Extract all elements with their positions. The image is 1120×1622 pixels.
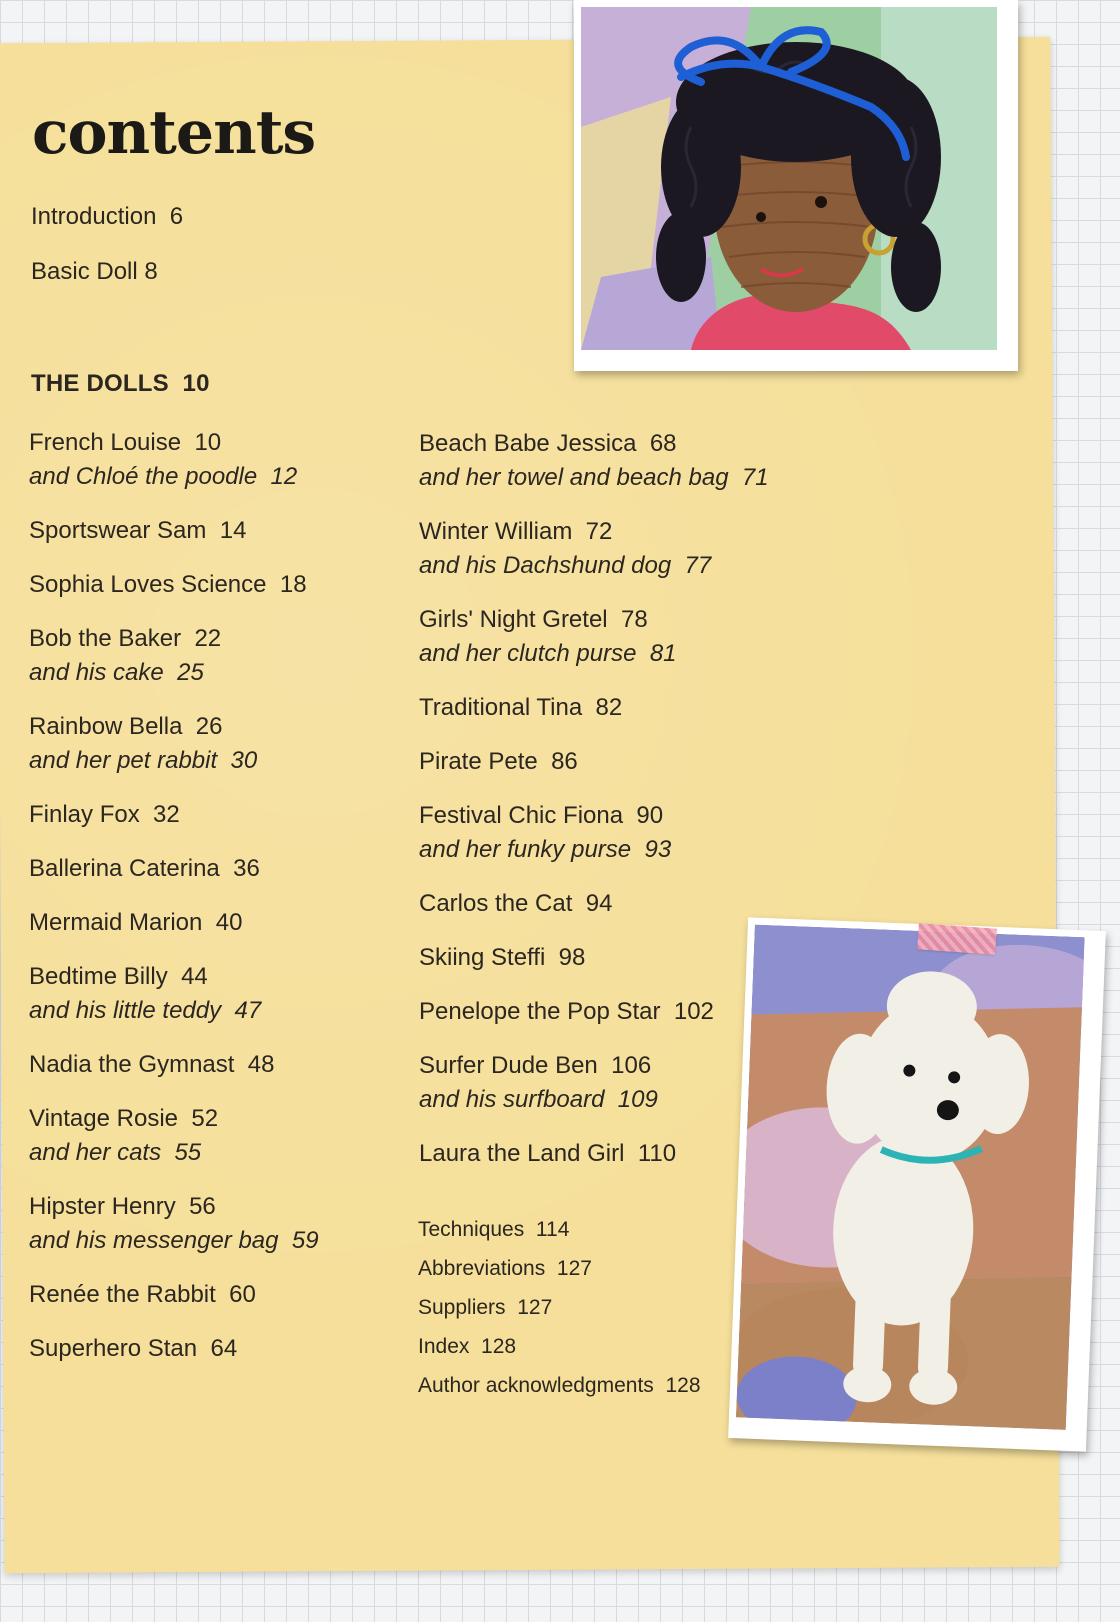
toc-entry[interactable] <box>29 852 409 886</box>
back-matter-entry[interactable] <box>418 1366 701 1405</box>
toc-entry[interactable] <box>29 798 409 832</box>
entry-title-line <box>29 568 409 602</box>
page-number: 40 <box>215 909 243 936</box>
entry-title-line <box>29 426 409 460</box>
page-number: 86 <box>551 748 578 775</box>
page-number: 22 <box>194 625 222 652</box>
page-number: 78 <box>620 606 648 633</box>
page-number: 98 <box>558 944 586 971</box>
entry-title: Penelope the Pop Star <box>419 998 661 1025</box>
entry-title: Hipster Henry <box>29 1193 176 1220</box>
page-number: 10 <box>182 370 210 397</box>
knitted-doll-image <box>581 7 997 350</box>
entry-subtitle: and Chloé the poodle <box>29 463 258 490</box>
entry-subtitle: and his messenger bag <box>29 1227 279 1254</box>
toc-entry[interactable] <box>419 1049 779 1117</box>
toc-entry[interactable] <box>419 427 779 495</box>
toc-left-column <box>29 426 409 1366</box>
entry-title: Author acknowledgments <box>418 1374 654 1397</box>
page-number: 32 <box>153 801 180 828</box>
toc-entry[interactable] <box>419 691 779 725</box>
entry-title-line <box>29 1278 409 1312</box>
back-matter-entry[interactable] <box>418 1288 701 1327</box>
entry-title: Traditional Tina <box>419 694 583 721</box>
entry-subtitle-line <box>419 637 779 671</box>
toc-entry[interactable] <box>419 995 779 1029</box>
entry-title: Surfer Dude Ben <box>419 1052 598 1079</box>
entry-title: Laura the Land Girl <box>419 1140 625 1167</box>
toc-entry-introduction[interactable] <box>31 203 183 231</box>
doll-photo <box>574 0 1018 371</box>
page-number: 26 <box>195 713 223 740</box>
entry-title: Introduction <box>31 203 157 230</box>
entry-title: Festival Chic Fiona <box>419 802 624 829</box>
entry-title-line <box>29 710 409 744</box>
entry-title: Nadia the Gymnast <box>29 1051 235 1078</box>
page-number: 18 <box>279 571 307 598</box>
entry-title: Rainbow Bella <box>29 713 183 740</box>
page-number: 60 <box>229 1281 256 1308</box>
page-title: contents <box>32 98 316 168</box>
entry-title-line <box>29 622 409 656</box>
page-number: 94 <box>585 890 613 917</box>
entry-title-line <box>29 1332 409 1366</box>
entry-subtitle-line <box>29 1224 409 1258</box>
entry-title: Suppliers <box>418 1296 506 1319</box>
page-number: 93 <box>644 836 672 863</box>
entry-subtitle: and her funky purse <box>419 836 632 863</box>
page-number: 102 <box>673 998 714 1025</box>
page-number: 81 <box>649 640 677 667</box>
page-number: 10 <box>194 429 222 456</box>
entry-title: French Louise <box>29 429 182 456</box>
toc-entry[interactable] <box>419 941 779 975</box>
entry-subtitle-line <box>419 1083 779 1117</box>
entry-title-line <box>29 514 409 548</box>
entry-title-line <box>29 906 409 940</box>
page-number: 68 <box>649 430 677 457</box>
entry-subtitle: and his cake <box>29 659 164 686</box>
toc-entry[interactable] <box>29 1102 409 1170</box>
toc-entry[interactable] <box>29 1048 409 1082</box>
entry-title: Renée the Rabbit <box>29 1281 216 1308</box>
entry-title-line <box>419 1049 779 1083</box>
page-number: 127 <box>517 1296 553 1319</box>
page-number: 8 <box>144 258 158 285</box>
page-number: 127 <box>556 1257 592 1280</box>
entry-title-line <box>29 960 409 994</box>
entry-subtitle-line <box>29 656 409 690</box>
entry-title-line <box>29 798 409 832</box>
entry-subtitle: and her cats <box>29 1139 162 1166</box>
page-number: 30 <box>230 747 258 774</box>
entry-title-line <box>419 941 779 975</box>
entry-subtitle-line <box>29 744 409 778</box>
entry-title-line <box>29 1102 409 1136</box>
page-number: 48 <box>247 1051 275 1078</box>
entry-title: Winter William <box>419 518 573 545</box>
toc-entry[interactable] <box>29 1332 409 1366</box>
page-number: 6 <box>169 203 184 230</box>
entry-title-line <box>419 691 779 725</box>
toc-entry[interactable] <box>419 887 779 921</box>
toc-back-matter <box>418 1210 701 1405</box>
entry-subtitle-line <box>419 549 779 583</box>
toc-entry[interactable] <box>419 515 779 583</box>
poodle-photo <box>728 917 1106 1451</box>
entry-subtitle: and her pet rabbit <box>29 747 218 774</box>
entry-title: Skiing Steffi <box>419 944 546 971</box>
toc-entry[interactable] <box>29 1190 409 1258</box>
entry-title: Techniques <box>418 1218 525 1241</box>
entry-title: Girls' Night Gretel <box>419 606 608 633</box>
tape-strip <box>917 923 997 954</box>
entry-title: Carlos the Cat <box>419 890 573 917</box>
entry-title: Sportswear Sam <box>29 517 207 544</box>
toc-entry[interactable] <box>29 622 409 690</box>
toc-right-column <box>419 427 779 1171</box>
entry-title-line <box>419 603 779 637</box>
toc-entry[interactable] <box>29 960 409 1028</box>
back-matter-entry[interactable] <box>418 1210 701 1249</box>
page-number: 82 <box>595 694 623 721</box>
entry-subtitle: and his Dachshund dog <box>419 552 672 579</box>
section-label: THE DOLLS <box>31 370 169 397</box>
toc-entry-basic-doll[interactable] <box>31 258 158 286</box>
page-number: 56 <box>189 1193 216 1220</box>
entry-title: Abbreviations <box>418 1257 546 1280</box>
back-matter-entry[interactable] <box>418 1327 701 1366</box>
back-matter-entry[interactable] <box>418 1249 701 1288</box>
entry-title-line <box>419 887 779 921</box>
entry-subtitle: and her towel and beach bag <box>419 464 729 491</box>
entry-subtitle-line <box>29 1136 409 1170</box>
page-number: 90 <box>636 802 664 829</box>
entry-subtitle-line <box>419 461 779 495</box>
entry-subtitle: and his surfboard <box>419 1086 605 1113</box>
entry-title-line <box>419 515 779 549</box>
page-number: 64 <box>210 1335 238 1362</box>
toc-entry[interactable] <box>419 603 779 671</box>
toc-entry[interactable] <box>419 799 779 867</box>
page-number: 52 <box>191 1105 219 1132</box>
entry-subtitle: and her clutch purse <box>419 640 637 667</box>
entry-subtitle-line <box>419 833 779 867</box>
page-number: 110 <box>637 1140 677 1167</box>
knitted-poodle-image <box>736 925 1085 1430</box>
page-number: 128 <box>665 1374 701 1397</box>
entry-title-line <box>419 1137 779 1171</box>
entry-subtitle: and his little teddy <box>29 997 222 1024</box>
entry-title: Pirate Pete <box>419 748 538 775</box>
page-number: 55 <box>174 1139 202 1166</box>
entry-title: Sophia Loves Science <box>29 571 267 598</box>
page-number: 25 <box>177 659 204 686</box>
entry-title: Bob the Baker <box>29 625 182 652</box>
entry-title: Basic Doll <box>31 258 138 285</box>
toc-entry[interactable] <box>29 1278 409 1312</box>
page-number: 36 <box>233 855 260 882</box>
page-number: 59 <box>291 1227 319 1254</box>
toc-entry[interactable] <box>29 568 409 602</box>
toc-entry[interactable] <box>419 745 779 779</box>
toc-entry[interactable] <box>29 426 409 494</box>
entry-title-line <box>29 1190 409 1224</box>
page-number: 128 <box>481 1335 517 1358</box>
entry-title-line <box>29 852 409 886</box>
entry-title-line <box>419 745 779 779</box>
entry-title: Beach Babe Jessica <box>419 430 637 457</box>
page-number: 109 <box>617 1086 658 1113</box>
entry-title: Finlay Fox <box>29 801 140 828</box>
entry-title: Index <box>418 1335 470 1358</box>
page-number: 106 <box>611 1052 652 1079</box>
entry-title-line <box>29 1048 409 1082</box>
entry-title-line <box>419 799 779 833</box>
entry-subtitle-line <box>29 994 409 1028</box>
entry-subtitle-line <box>29 460 409 494</box>
toc-entry[interactable] <box>419 1137 779 1171</box>
entry-title-line <box>419 427 779 461</box>
page-number: 12 <box>270 463 298 490</box>
entry-title: Bedtime Billy <box>29 963 168 990</box>
section-heading-the-dolls[interactable] <box>31 370 210 398</box>
page-number: 77 <box>684 552 712 579</box>
page-number: 72 <box>585 518 613 545</box>
page-number: 14 <box>219 517 247 544</box>
page-number: 114 <box>535 1218 570 1241</box>
toc-entry[interactable] <box>29 906 409 940</box>
page-number: 47 <box>234 997 262 1024</box>
toc-entry[interactable] <box>29 710 409 778</box>
entry-title: Ballerina Caterina <box>29 855 220 882</box>
toc-entry[interactable] <box>29 514 409 548</box>
entry-title: Mermaid Marion <box>29 909 203 936</box>
page-number: 71 <box>741 464 769 491</box>
entry-title: Vintage Rosie <box>29 1105 178 1132</box>
entry-title-line <box>419 995 779 1029</box>
entry-title: Superhero Stan <box>29 1335 198 1362</box>
page-number: 44 <box>181 963 208 990</box>
